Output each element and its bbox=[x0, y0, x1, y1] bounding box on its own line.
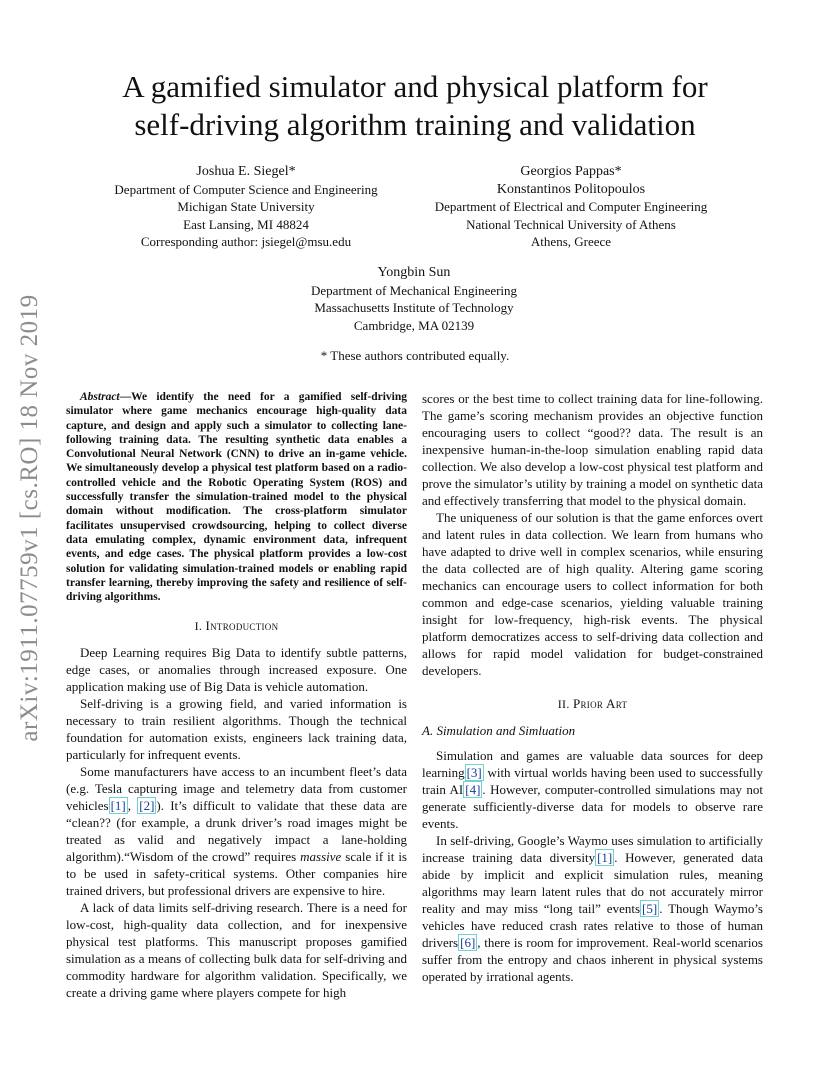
citation-link[interactable]: [2] bbox=[139, 798, 155, 814]
author-affiliation: Cambridge, MA 02139 bbox=[353, 317, 475, 333]
paragraph: Simulation and games are valuable data sources for deep learning [3] with virtual worlds having been used to successfully train AI [4] . However, computer-controlled simulations may not generate sufficiently-diverse data for models to observe rare events. bbox=[422, 748, 763, 831]
author-affiliation: East Lansing, MI 48824 bbox=[183, 216, 309, 232]
paragraph: The uniqueness of our solution is that the game enforces overt and latent rules in data collection. We learn from humans who have adapted to drive well in complex scenarios, while ensuring the data collected are of high quality. Altering game scoring mechanics can encourage users to collect information for both common and edge-case scenarios, yielding valuable training insight for low-frequency, high-risk events. The physical platform democratizes access to self-driving data collection and allows for rapid model validation for budget-constrained developers. bbox=[422, 510, 763, 678]
author-pappas bbox=[416, 163, 726, 251]
author-affiliation: National Technical University of Athens bbox=[466, 216, 676, 232]
citation-link[interactable]: [4] bbox=[465, 782, 481, 797]
author-name: Yongbin Sun bbox=[377, 265, 451, 280]
author-siegel bbox=[96, 163, 396, 251]
author-name: Joshua E. Siegel* bbox=[196, 164, 296, 179]
section-heading: II. Prior Art bbox=[557, 696, 628, 711]
abstract-text: —We identify the need for a gamified self-driving simulator where game mechanics encourage high-quality data capture, and design and apply such a simulator to collecting lane-following training data. The resulting synthetic data enables a Convolutional Neural Network (CNN) to drive an in-game vehicle. We simultaneously develop a physical test platform based on a radio-controlled vehicle and the Robotic Operating System (ROS) and successfully transfer the simulation-trained model to the physical domain without modification. The cross-platform simulator facilitates unsupervised crowdsourcing, helping to collect diverse data emulating complex, dynamic environment data, infrequent events, and edge cases. The physical platform provides a low-cost solution for validating simulation-trained models or enabling rapid transfer learning, thereby improving the safety and resilience of self-driving algorithms. bbox=[66, 391, 407, 604]
citation-link[interactable]: [3] bbox=[466, 765, 482, 780]
author-affiliation: Department of Mechanical Engineering bbox=[310, 282, 518, 298]
author-affiliation: Michigan State University bbox=[177, 199, 315, 214]
paragraph: Some manufacturers have access to an incumbent fleet’s data (e.g. Tesla capturing image and telemetry data from customer vehicles [1] , [2] ). It’s difficult to validate that these data are “clean?? (for example, a drunk driver’s road images might be treated as valid and negatively impact a lane-holding algorithm).“Wisdom of the crowd” requires massive scale if it is to be used in safety-critical systems. Other companies hire trained drivers, but professional drivers are expensive to hire. bbox=[66, 764, 408, 899]
author-affiliation: Department of Computer Science and Engineering bbox=[114, 181, 378, 197]
abstract-lead: Abstract bbox=[80, 391, 120, 403]
author-email: Corresponding author: jsiegel@msu.edu bbox=[140, 234, 352, 249]
citation-link[interactable]: [6] bbox=[460, 935, 476, 950]
paragraph: A lack of data limits self-driving research. There is a need for low-cost, high-quality data collection, and for inexpensive physical test platforms. This manuscript proposes gamified simulation as a means of collecting bulk data for self-driving and commodity hardware for algorithm validation. Specifically, we create a driving game where players compete for high bbox=[66, 900, 407, 1001]
arxiv-stamp: arXiv:1911.07759v1 [cs.RO] 18 Nov 2019 bbox=[16, 294, 43, 742]
title-line-2: self-driving algorithm training and validation bbox=[134, 107, 696, 142]
section-heading: I. Introduction bbox=[194, 618, 279, 634]
paragraph: scores or the best time to collect training data for line-following. The game’s scoring mechanism provides an objective function encouraging users to collect “good?? data. The result is an inexpensive human-in-the-loop simulation enabling rapid data collection. We also develop a low-cost physical test platform and prove the simulator’s utility by training a model on synthetic data and effectively transferring that model to the physical domain. bbox=[422, 391, 763, 508]
paper-title bbox=[60, 68, 770, 144]
author-affiliation: Department of Electrical and Computer Engineering bbox=[434, 199, 708, 214]
subsection-heading: A. Simulation and Simluation bbox=[422, 723, 576, 738]
title-line-1: A gamified simulator and physical platform for bbox=[122, 69, 708, 104]
paragraph: In self-driving, Google’s Waymo uses simulation to artificially increase training data diversity [1] . However, generated data abide by implicit and explicit simulation rules, meaning algorithms may learn latent rules that do not accurately mirror reality and may miss “long tail” events [5] . Though Waymo’s vehicles have reduced crash rates relative to those of human drivers [6] , there is room for improvement. Real-world scenarios suffer from the entropy and chaos inherent in physical systems operated by irrational agents. bbox=[422, 833, 763, 984]
citation-link[interactable]: [5] bbox=[642, 901, 658, 916]
left-column bbox=[66, 390, 407, 1001]
author-affiliation: Massachusetts Institute of Technology bbox=[314, 300, 514, 315]
citation-link[interactable]: [1] bbox=[597, 850, 613, 865]
author-name: Georgios Pappas* bbox=[520, 164, 622, 179]
equal-contribution-note: * These authors contributed equally. bbox=[320, 348, 510, 363]
right-column bbox=[422, 390, 763, 985]
author-affiliation: Athens, Greece bbox=[530, 234, 612, 249]
paragraph: Deep Learning requires Big Data to identify subtle patterns, edge cases, or anomalies through increased exposure. One application making use of Big Data is vehicle automation. bbox=[66, 645, 407, 695]
citation-link[interactable]: [1] bbox=[110, 798, 126, 814]
abstract bbox=[66, 390, 407, 604]
author-sun bbox=[264, 264, 564, 334]
paragraph: Self-driving is a growing field, and varied information is necessary to train resilient algorithms. Though the technical foundation for automation exists, engineers lack training data, particularly for infrequent events. bbox=[66, 696, 407, 763]
author-name: Konstantinos Politopoulos bbox=[496, 181, 646, 197]
